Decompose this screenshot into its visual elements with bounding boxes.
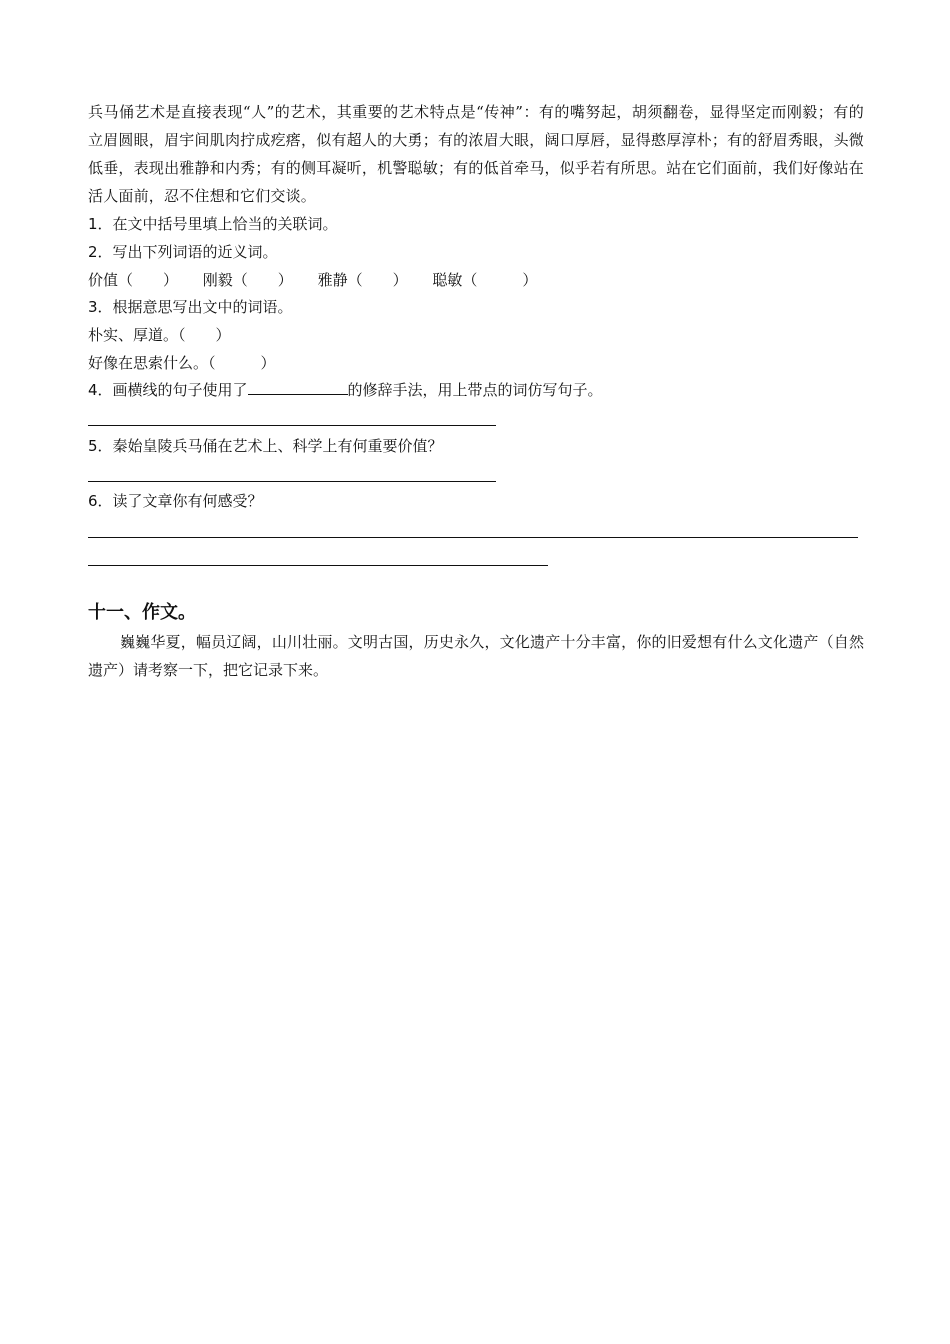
- section-heading-composition: 十一、作文。: [88, 602, 196, 623]
- answer-line-q4[interactable]: [88, 425, 496, 426]
- answer-line-q6-first[interactable]: [88, 537, 858, 538]
- answer-line-q5[interactable]: [88, 481, 496, 482]
- question-5: 5．秦始皇陵兵马俑在艺术上、科学上有何重要价值？: [88, 437, 443, 455]
- question-1: 1．在文中括号里填上恰当的关联词。: [88, 215, 338, 233]
- question-4-suffix: 的修辞手法，用上带点的词仿写句子。: [347, 381, 603, 399]
- question-3: 3．根据意思写出文中的词语。: [88, 298, 293, 316]
- synonym-item-congmin: 聪敏（ ）: [432, 271, 538, 289]
- question-4: [88, 380, 603, 400]
- question-2: 2．写出下列词语的近义词。: [88, 243, 278, 261]
- question-3-item-a: 朴实、厚道。（ ）: [88, 326, 231, 344]
- question-4-blank[interactable]: [248, 380, 348, 395]
- question-2-synonym-items: [88, 270, 537, 290]
- composition-prompt: 巍巍华夏，幅员辽阔，山川壮丽。文明古国，历史永久，文化遗产十分丰富，你的旧爱想有什么文化遗产（自然遗产）请考察一下，把它记录下来。: [88, 633, 864, 679]
- synonym-item-yajing: 雅静（ ）: [317, 271, 408, 289]
- question-4-prefix: 4．画横线的句子使用了: [88, 381, 248, 399]
- question-3-item-b: 好像在思索什么。（ ）: [88, 354, 276, 372]
- synonym-item-gangyi: 刚毅（ ）: [202, 271, 293, 289]
- question-6: 6．读了文章你有何感受？: [88, 492, 263, 510]
- reading-passage: 兵马俑艺术是直接表现“人”的艺术，其重要的艺术特点是“传神”：有的嘴努起，胡须翻卷，显得坚定而刚毅；有的立眉圆眼，眉宇间肌肉拧成疙瘩，似有超人的大勇；有的浓眉大眼，阔口厚唇，显得憨厚淳朴；有的舒眉秀眼，头微低垂，表现出雅静和内秀；有的侧耳凝听，机警聪敏；有的低首牵马，似乎若有所思。站在它们面前，我们好像站在活人面前，忍不住想和它们交谈。: [88, 103, 864, 205]
- synonym-item-jiazhi: 价值（ ）: [88, 271, 179, 289]
- answer-line-q6-second[interactable]: [88, 565, 548, 566]
